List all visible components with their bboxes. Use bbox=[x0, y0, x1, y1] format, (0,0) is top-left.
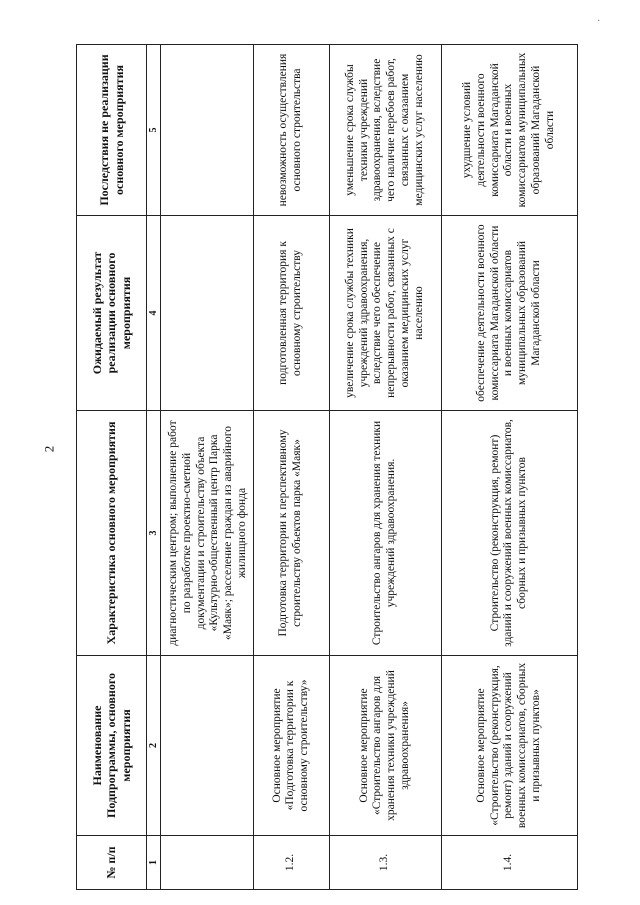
table-row bbox=[441, 45, 577, 890]
row-characteristic: Строительство (реконструкция, ремонт) зданий и сооружений военных комиссариатов, сборных и призывных пунктов bbox=[441, 411, 577, 656]
row-num: 1.4. bbox=[441, 836, 577, 890]
row-result: подготовленная территория к основному строительству bbox=[253, 216, 329, 411]
column-number: 1 bbox=[147, 836, 161, 890]
rotated-table-frame bbox=[76, 45, 569, 890]
page-number: 2 bbox=[41, 445, 57, 453]
row-consequence: невозможность осуществления основного строительства bbox=[253, 45, 329, 216]
measures-table bbox=[76, 44, 578, 890]
column-number: 5 bbox=[147, 45, 161, 216]
row-name: Основное мероприятие «Строительство ангаров для хранения техники учреждений здравоохранения» bbox=[329, 656, 441, 836]
row-num: 1.2. bbox=[253, 836, 329, 890]
column-number: 2 bbox=[147, 656, 161, 836]
column-number-row bbox=[147, 45, 161, 890]
header-num: № п/п bbox=[77, 836, 147, 890]
row-name: Основное мероприятие «Подготовка территории к основному строительству» bbox=[253, 656, 329, 836]
column-number: 3 bbox=[147, 411, 161, 656]
row-consequence: уменьшение срока службы техники учреждений здравоохранения, вследствие чего наличие перебоев работ, связанных с оказанием медицинских услуг населению bbox=[329, 45, 441, 216]
row-result: обеспечение деятельности военного комиссариата Магаданской области и военных комиссариатов муниципальных образований Магаданской области bbox=[441, 216, 577, 411]
table-row bbox=[161, 45, 254, 890]
row-num bbox=[161, 836, 254, 890]
row-result bbox=[161, 216, 254, 411]
header-name: Наименование Подпрограммы, основного мероприятия bbox=[77, 656, 147, 836]
table-row bbox=[329, 45, 441, 890]
row-name: Основное мероприятие «Строительство (реконструкция, ремонт) зданий и сооружений военных комиссариатов, сборных и призывных пунктов» bbox=[441, 656, 577, 836]
row-characteristic: Подготовка территории к перспективному строительству объектов парка «Маяк» bbox=[253, 411, 329, 656]
row-consequence bbox=[161, 45, 254, 216]
row-consequence: ухудшение условий деятельности военного комиссариата Магаданской области и военных комиссариатов муниципальных образований Магаданской области bbox=[441, 45, 577, 216]
header-consequence: Последствия не реализации основного мероприятия bbox=[77, 45, 147, 216]
table-header-row bbox=[77, 45, 147, 890]
column-number: 4 bbox=[147, 216, 161, 411]
row-name bbox=[161, 656, 254, 836]
row-characteristic: Строительство ангаров для хранения техники учреждений здравоохранения. bbox=[329, 411, 441, 656]
rotated-table-content bbox=[76, 45, 569, 890]
header-characteristic: Характеристика основного мероприятия bbox=[77, 411, 147, 656]
row-num: 1.3. bbox=[329, 836, 441, 890]
row-characteristic: диагностическим центром; выполнение работ по разработке проектно-сметной документации и строительству объекта «Культурно-общественный центр Парка «Маяк»; расселение граждан из аварийного жилищного фонда bbox=[161, 411, 254, 656]
scan-mark: · bbox=[597, 16, 601, 27]
header-result: Ожидаемый результат реализации основного мероприятия bbox=[77, 216, 147, 411]
table-row bbox=[253, 45, 329, 890]
row-result: увеличение срока службы техники учреждений здравоохранения, вследствие чего обеспечение непрерывности работ, связанных с оказанием медицинских услуг населению bbox=[329, 216, 441, 411]
